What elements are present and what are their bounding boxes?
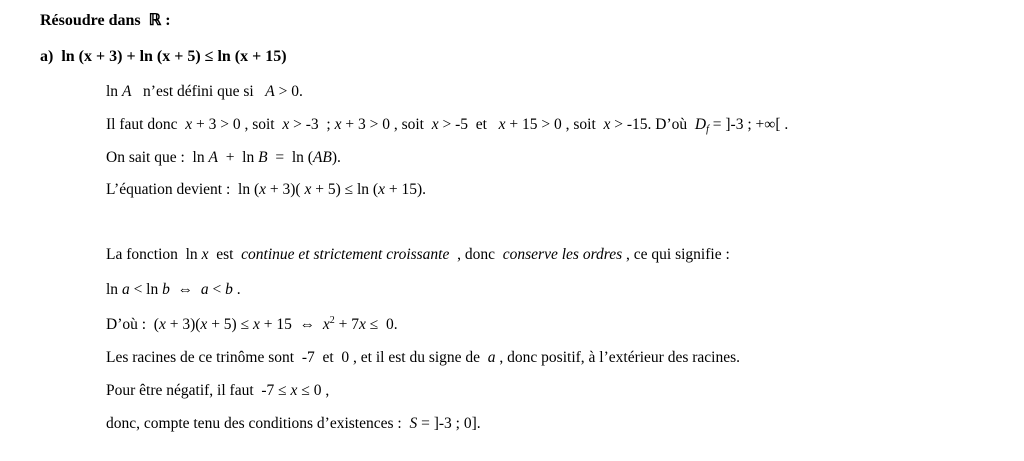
heading-prefix: Résoudre dans bbox=[40, 12, 141, 29]
var: x bbox=[282, 116, 290, 133]
text: + 15). bbox=[385, 181, 427, 198]
line-roots-sign bbox=[106, 350, 740, 366]
text: est bbox=[208, 246, 242, 263]
text: La fonction ln bbox=[106, 246, 202, 263]
var: x bbox=[158, 316, 166, 333]
var: x bbox=[185, 116, 193, 133]
text: + 15 ⇔ bbox=[259, 316, 323, 333]
superscript: 2 bbox=[329, 315, 335, 326]
text: ln bbox=[106, 83, 122, 100]
text: . bbox=[232, 281, 241, 298]
var: x bbox=[290, 382, 298, 399]
var: x bbox=[378, 181, 385, 198]
var: a bbox=[487, 349, 496, 366]
var: x bbox=[431, 116, 439, 133]
text: , ce qui signifie : bbox=[622, 246, 730, 263]
text: ≤ 0. bbox=[365, 316, 398, 333]
real-numbers-symbol: ℝ bbox=[148, 12, 162, 29]
text: On sait que : ln bbox=[106, 149, 209, 166]
text: < bbox=[208, 281, 226, 298]
var: b bbox=[162, 281, 170, 298]
line-log-property bbox=[106, 150, 341, 166]
text: , donc bbox=[449, 246, 503, 263]
text: > 0. bbox=[274, 83, 303, 100]
text: + 5) ≤ ln ( bbox=[311, 181, 379, 198]
line-negative-interval bbox=[106, 383, 329, 399]
text: donc, compte tenu des conditions d’existences : bbox=[106, 415, 410, 432]
part-a-label: a) bbox=[40, 48, 54, 65]
var: b bbox=[225, 281, 233, 298]
line-polynomial-inequality bbox=[106, 317, 398, 333]
text: + 7 bbox=[334, 316, 360, 333]
text: Il faut donc bbox=[106, 116, 186, 133]
var: a bbox=[200, 281, 209, 298]
text: + 3)( bbox=[266, 181, 305, 198]
text: = ]-3 ; +∞[ . bbox=[708, 116, 789, 133]
var: A bbox=[265, 83, 275, 100]
text: + 3 > 0 , soit bbox=[341, 116, 432, 133]
text: L’équation devient : ln ( bbox=[106, 181, 260, 198]
text: > -5 et bbox=[438, 116, 499, 133]
var: D bbox=[694, 116, 707, 133]
text: < ln bbox=[129, 281, 163, 298]
text: Pour être négatif, il faut -7 ≤ bbox=[106, 382, 291, 399]
text: = ]-3 ; 0]. bbox=[417, 415, 481, 432]
subscript: f bbox=[706, 124, 709, 135]
var: x bbox=[304, 181, 312, 198]
part-a-inequality: ln (x + 3) + ln (x + 5) ≤ ln (x + 15) bbox=[61, 48, 287, 65]
text: = ln ( bbox=[267, 149, 313, 166]
text: Les racines de ce trinôme sont -7 et 0 , et il est du signe de bbox=[106, 349, 488, 366]
var: AB bbox=[312, 149, 332, 166]
var: x bbox=[259, 181, 266, 198]
text: > -3 ; bbox=[289, 116, 335, 133]
var: a bbox=[121, 281, 130, 298]
text: ⇔ bbox=[169, 281, 201, 298]
var: x bbox=[334, 116, 342, 133]
text: + ln bbox=[217, 149, 259, 166]
var: x bbox=[201, 246, 209, 263]
line-domain-condition bbox=[106, 84, 303, 100]
var: x bbox=[200, 316, 208, 333]
line-equation-becomes bbox=[106, 182, 426, 198]
text: ). bbox=[331, 149, 341, 166]
line-solution-set bbox=[106, 416, 481, 432]
line-order-equivalence bbox=[106, 282, 241, 298]
var: x bbox=[322, 316, 330, 333]
var: B bbox=[258, 149, 268, 166]
text: + 15 > 0 , soit bbox=[505, 116, 604, 133]
part-a-statement bbox=[40, 49, 287, 65]
text-italic: continue et strictement croissante bbox=[241, 246, 450, 263]
var: x bbox=[252, 316, 260, 333]
line-domain-derivation bbox=[106, 117, 788, 133]
text: , donc positif, à l’extérieur des racines. bbox=[495, 349, 741, 366]
text: n’est défini que si bbox=[131, 83, 266, 100]
text-italic: conserve les ordres bbox=[502, 246, 623, 263]
text: ≤ 0 , bbox=[297, 382, 330, 399]
var: S bbox=[409, 415, 418, 432]
var: x bbox=[498, 116, 506, 133]
text: ln bbox=[106, 281, 122, 298]
text: > -15. D’où bbox=[610, 116, 695, 133]
text: D’où : ( bbox=[106, 316, 159, 333]
text: + 5) ≤ bbox=[207, 316, 253, 333]
var: x bbox=[603, 116, 611, 133]
heading bbox=[40, 13, 171, 29]
line-monotonic-function bbox=[106, 247, 730, 263]
text: + 3)( bbox=[165, 316, 201, 333]
text: + 3 > 0 , soit bbox=[192, 116, 283, 133]
var: A bbox=[208, 149, 218, 166]
heading-suffix: : bbox=[161, 12, 171, 29]
var: A bbox=[121, 83, 132, 100]
var: x bbox=[359, 316, 366, 333]
